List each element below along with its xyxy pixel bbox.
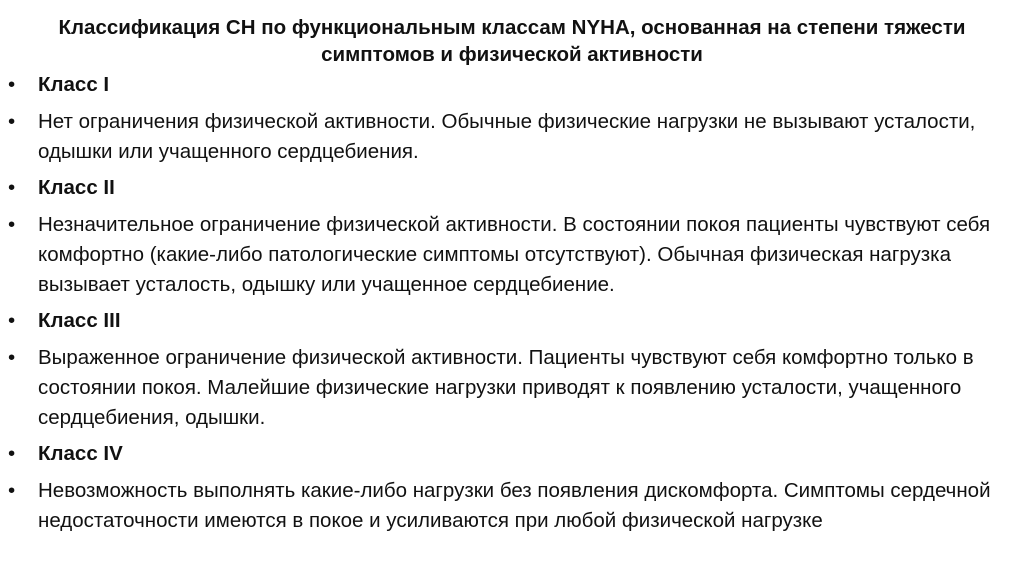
bullet-icon: • bbox=[8, 345, 16, 369]
class-3-heading bbox=[8, 306, 1013, 336]
class-1-heading-text: Класс I bbox=[38, 73, 110, 96]
class-3-description bbox=[8, 343, 1013, 433]
bullet-icon: • bbox=[8, 478, 16, 502]
class-4-heading bbox=[8, 439, 1013, 469]
slide-title: Классификация СН по функциональным классам NYHA, основанная на степени тяжести симптомов и физической активности bbox=[58, 16, 966, 66]
class-2-description-text: Незначительное ограничение физической активности. В состоянии покоя пациенты чувствуют себя комфортно (какие-либо патологические симптомы отсутствуют). Обычная физическая нагрузка вызывает усталость, одышку или учащенное сердцебиение. bbox=[38, 212, 991, 296]
bullet-icon: • bbox=[8, 442, 16, 465]
class-3-description-text: Выраженное ограничение физической активности. Пациенты чувствуют себя комфортно только в состоянии покоя. Малейшие физические нагрузки приводят к появлению усталости, учащенного сердцебиения, одышки. bbox=[38, 345, 974, 429]
class-2-heading-text: Класс II bbox=[38, 176, 115, 199]
bullet-list bbox=[8, 70, 1013, 542]
bullet-icon: • bbox=[8, 109, 16, 133]
class-3-heading-text: Класс III bbox=[38, 309, 121, 332]
bullet-icon: • bbox=[8, 212, 16, 236]
class-1-description-text: Нет ограничения физической активности. Обычные физические нагрузки не вызывают усталости, одышки или учащенного сердцебиения. bbox=[38, 109, 976, 163]
class-4-heading-text: Класс IV bbox=[38, 442, 123, 465]
class-4-description bbox=[8, 476, 1013, 536]
bullet-icon: • bbox=[8, 309, 16, 332]
class-1-description bbox=[8, 107, 1013, 167]
class-2-heading bbox=[8, 173, 1013, 203]
class-2-description bbox=[8, 210, 1013, 300]
class-1-heading bbox=[8, 70, 1013, 100]
class-4-description-text: Невозможность выполнять какие-либо нагрузки без появления дискомфорта. Симптомы сердечной недостаточности имеются в покое и усиливаются при любой физической нагрузке bbox=[38, 478, 991, 532]
bullet-icon: • bbox=[8, 73, 16, 96]
bullet-icon: • bbox=[8, 176, 16, 199]
